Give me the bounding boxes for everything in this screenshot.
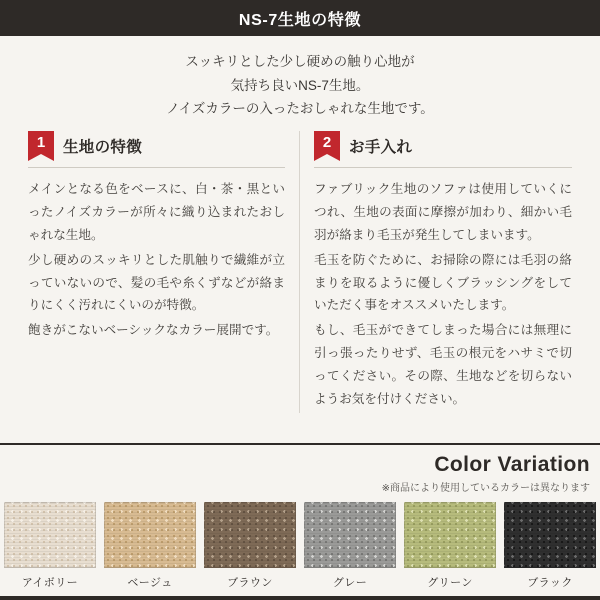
feature-section-2: [300, 131, 586, 413]
swatch-label: グレー: [332, 577, 368, 589]
page-header: [0, 0, 600, 36]
section-number-badge: 1: [28, 131, 54, 161]
feature-section-1: [14, 131, 300, 413]
swatch-chip-black[interactable]: [504, 502, 596, 568]
paragraph: ファブリック生地のソファは使用していくにつれ、生地の表面に摩擦が加わり、細かい毛羽が絡まり毛玉が発生してしまいます。: [314, 181, 572, 242]
lead-copy: [0, 36, 600, 131]
swatch-item[interactable]: [100, 502, 200, 590]
swatch-item[interactable]: [500, 502, 600, 590]
swatch-label: アイボリー: [21, 577, 79, 589]
feature-section-1-header: [28, 131, 285, 168]
swatch-label: ブラック: [527, 577, 573, 589]
feature-section-1-body: [28, 178, 285, 342]
bottom-rule: [0, 596, 600, 600]
feature-columns: [0, 131, 600, 413]
paragraph: 毛玉を防ぐために、お掃除の際には毛羽の絡まりを取るように優しくブラッシングをしていただく事をオススメいたします。: [314, 252, 572, 313]
swatch-chip-ivory[interactable]: [4, 502, 96, 568]
swatch-label: ベージュ: [127, 577, 173, 589]
paragraph: 少し硬めのスッキリとした肌触りで繊維が立っていないので、髪の毛や糸くずなどが絡まりにくく汚れにくいのが特徴。: [28, 252, 285, 313]
color-variation-section: [0, 443, 600, 600]
swatch-item[interactable]: [0, 502, 100, 590]
feature-section-1-title: 生地の特徴: [63, 138, 143, 156]
paragraph: メインとなる色をベースに、白・茶・黒といったノイズカラーが所々に織り込まれたおしゃれな生地。: [28, 181, 285, 242]
swatch-label: ブラウン: [227, 577, 273, 589]
swatch-list: [0, 494, 600, 590]
swatch-chip-beige[interactable]: [104, 502, 196, 568]
feature-section-2-header: [314, 131, 572, 168]
swatch-chip-green[interactable]: [404, 502, 496, 568]
swatch-chip-gray[interactable]: [304, 502, 396, 568]
swatch-label: グリーン: [427, 577, 473, 589]
feature-section-2-title: お手入れ: [349, 138, 413, 156]
section-number-badge: 2: [314, 131, 340, 161]
lead-line-3: ノイズカラーの入ったおしゃれな生地です。: [166, 101, 434, 117]
color-variation-header: [0, 453, 600, 494]
swatch-item[interactable]: [400, 502, 500, 590]
swatch-chip-brown[interactable]: [204, 502, 296, 568]
color-variation-title: Color Variation: [434, 452, 590, 476]
lead-line-2: 気持ち良いNS-7生地。: [230, 77, 370, 93]
paragraph: もし、毛玉ができてしまった場合には無理に引っ張ったりせず、毛玉の根元をハサミで切ってください。その際、生地などを切らないようお気を付けください。: [314, 323, 572, 407]
paragraph: 飽きがこないベーシックなカラー展開です。: [28, 323, 279, 338]
color-variation-note: ※商品により使用しているカラーは異なります: [381, 483, 590, 494]
swatch-item[interactable]: [200, 502, 300, 590]
page-title: NS-7生地の特徴: [238, 11, 362, 29]
lead-line-1: スッキリとした少し硬めの触り心地が: [185, 54, 415, 69]
swatch-item[interactable]: [300, 502, 400, 590]
feature-section-2-body: [314, 178, 572, 411]
